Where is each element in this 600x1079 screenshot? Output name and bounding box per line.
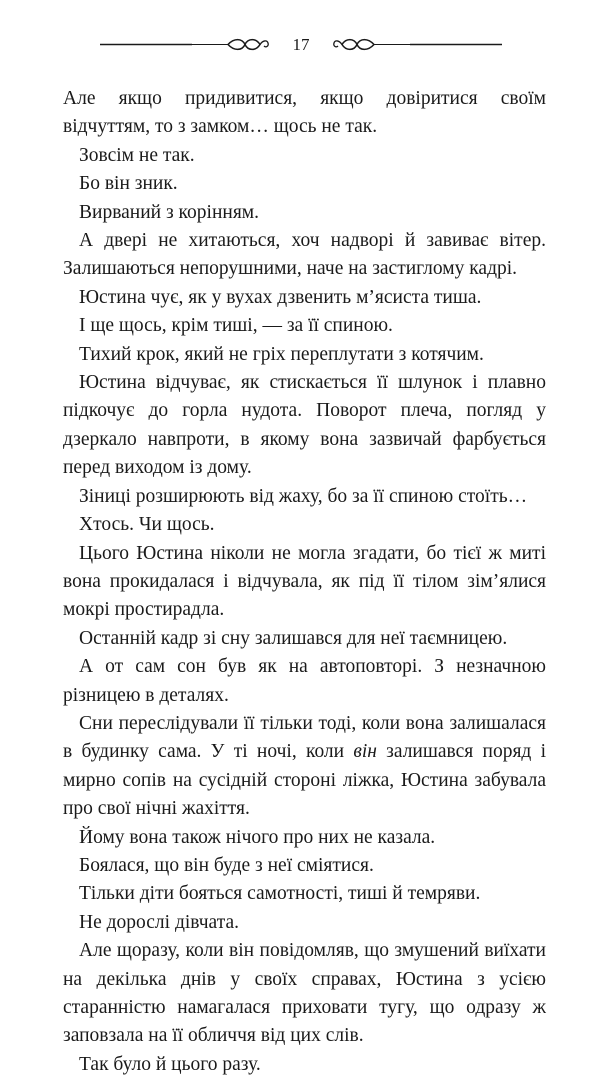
paragraph: Вирваний з корінням.	[79, 201, 260, 223]
paragraph: Але якщо придивитися, якщо довіритися своїм відчуттям, то з замком… щось не так.	[63, 88, 546, 138]
paragraph: Тільки діти бояться самотності, тиші й темряви.	[79, 883, 481, 905]
paragraph: Останній кадр зі сну залишався для неї таємницею.	[79, 627, 508, 649]
page-number: 17	[292, 35, 310, 54]
paragraph: Цього Юстина ніколи не могла згадати, бо тієї ж миті вона прокидалася і відчувала, як під її тілом зім’ялися мокрі простирадла.	[63, 542, 546, 621]
paragraph: Боялася, що він буде з неї сміятися.	[79, 854, 374, 876]
page-header	[100, 30, 502, 60]
paragraph: Йому вона також нічого про них не казала.	[79, 826, 436, 848]
paragraph-text: Сни переслідували її тільки тоді, коли вона залишалася в будинку сама. У ті ночі, коли	[63, 712, 546, 763]
paragraph: Але щоразу, коли він повідомляв, що змушений виїхати на декілька днів у своїх справах, Юстина з усією старанністю намагалася приховати тугу, що одразу ж заповзала на її обличчя від цих слів.	[63, 940, 546, 1047]
paragraph: Зовсім не так.	[79, 144, 195, 166]
paragraph: Бо він зник.	[79, 173, 178, 195]
paragraph: Юстина чує, як у вухах дзвенить м’ясиста тиша.	[79, 286, 482, 308]
paragraph: А двері не хитаються, хоч надворі й завиває вітер. Залишаються непорушними, наче на застиглому кадрі.	[63, 230, 546, 280]
body-text	[63, 85, 546, 1079]
paragraph: Не дорослі дівчата.	[79, 911, 239, 933]
paragraph: А от сам сон був як на автоповторі. З незначною різницею в деталях.	[63, 656, 546, 706]
paragraph: Тихий крок, який не гріх переплутати з котячим.	[79, 343, 484, 365]
paragraph	[63, 710, 546, 824]
paragraph: Юстина відчуває, як стискається її шлунок і плавно підкочує до горла нудота. Поворот плеча, погляд у дзеркало навпроти, в якому вона зазвичай фарбується перед виходом із дому.	[63, 372, 546, 479]
paragraph-text: залишався поряд і мирно сопів на сусідній стороні ліжка, Юстина забувала про свої нічні жахіття.	[63, 741, 546, 820]
paragraph: І ще щось, крім тиші, — за її спиною.	[79, 315, 393, 337]
paragraph: Хтось. Чи щось.	[79, 514, 215, 536]
paragraph: Так було й цього разу.	[79, 1053, 261, 1075]
paragraph-italic: він	[353, 741, 377, 763]
paragraph: Зіниці розширюють від жаху, бо за її спиною стоїть…	[79, 485, 528, 507]
